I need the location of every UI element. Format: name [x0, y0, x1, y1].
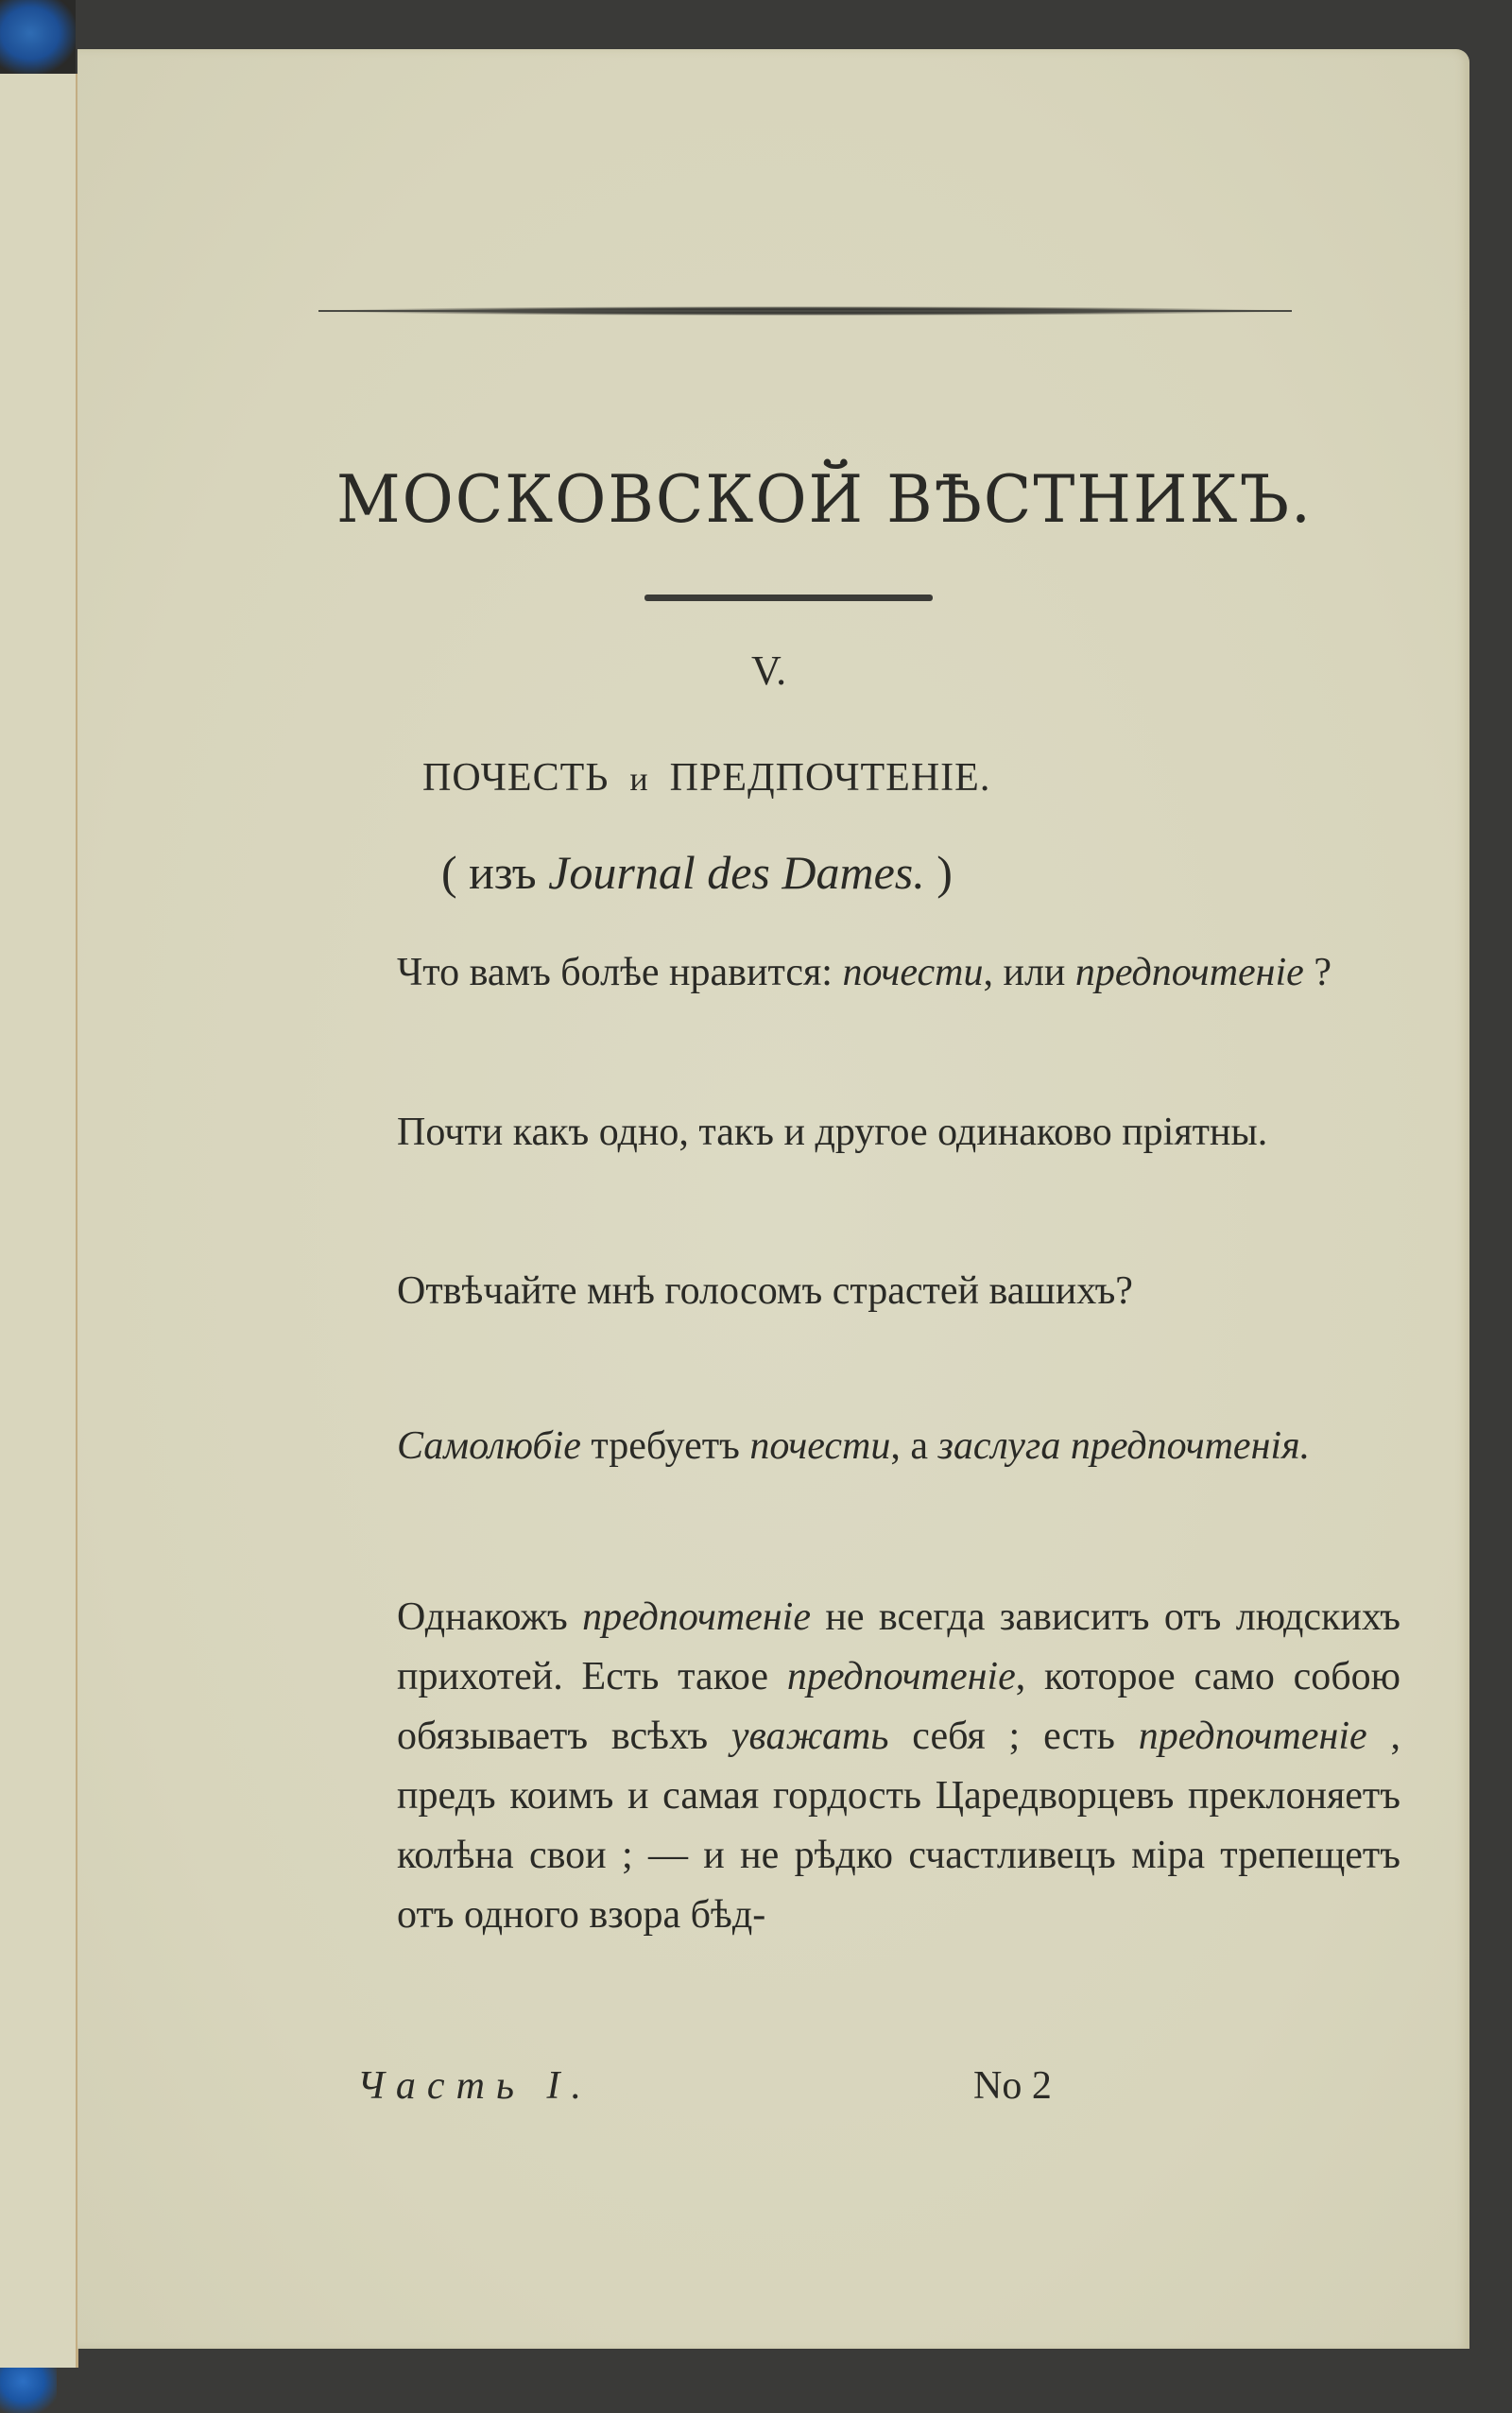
article-title-word-1: ПОЧЕСТЬ [422, 756, 610, 800]
text-run: , которое само собою обязываетъ всѣхъ [397, 1655, 1400, 1758]
emphasized-text: почести [749, 1424, 891, 1468]
text-run: ? [1303, 951, 1332, 994]
article-title-conjunction: и [629, 760, 649, 798]
paragraph-5 [298, 1588, 1400, 1945]
text-run: себя ; есть [888, 1715, 1139, 1758]
previous-page-edge [0, 74, 78, 2368]
text-run: Отвѣчайте мнѣ голосомъ страстей вашихъ? [397, 1269, 1133, 1313]
paragraph-3 [298, 1262, 1400, 1321]
text-run: , предъ коимъ и самая гордость Царедворцевъ преклоняетъ колѣна свои ; — и не рѣдко счастливецъ міра трепещетъ отъ одного взора бѣд- [397, 1715, 1401, 1937]
bookmark-ribbon-bottom [0, 2368, 57, 2413]
footer-issue-number: Nо 2 [973, 2064, 1052, 2108]
text-run: требуетъ [580, 1424, 750, 1468]
paragraph-2 [298, 1103, 1400, 1163]
article-title-word-2: ПРЕДПОЧТЕНІЕ. [669, 756, 991, 800]
text-run: Что вамъ болѣе нравится: [397, 951, 843, 994]
emphasized-text: почести [842, 951, 984, 994]
footer-part-signature: Часть I. [357, 2064, 593, 2108]
emphasized-text: предпочтеніе [1138, 1715, 1367, 1758]
emphasized-text: заслуга предпочтенія. [937, 1424, 1311, 1468]
bookmark-ribbon-top [0, 0, 76, 74]
section-numeral: V. [751, 647, 787, 694]
paragraph-1 [298, 943, 1400, 1003]
text-run: Почти какъ одно, такъ и другое одинаково пріятны. [397, 1111, 1268, 1154]
paragraph-4 [298, 1417, 1400, 1476]
article-source [441, 845, 953, 900]
source-close: ) [936, 846, 953, 899]
emphasized-text: предпочтеніе [786, 1655, 1016, 1698]
header-swelled-rule [318, 306, 1292, 316]
book-page [77, 49, 1469, 2349]
article-title [422, 755, 990, 801]
source-publication: Journal des Dames. [548, 846, 925, 899]
section-divider-rule [644, 595, 933, 601]
text-run: , а [890, 1424, 938, 1468]
text-run: не всегда зависитъ отъ людскихъ прихотей. Есть такое [397, 1595, 1400, 1698]
text-run: , или [983, 951, 1075, 994]
emphasized-text: предпочтеніе [582, 1595, 811, 1639]
journal-title: МОСКОВСКОЙ ВѢСТНИКЪ. [336, 461, 1313, 538]
text-run: Однакожъ [397, 1595, 583, 1639]
emphasized-text: предпочтеніе [1074, 951, 1304, 994]
source-open: ( изъ [441, 846, 537, 899]
emphasized-text: Самолюбіе [397, 1424, 581, 1468]
emphasized-text: уважать [730, 1715, 889, 1758]
